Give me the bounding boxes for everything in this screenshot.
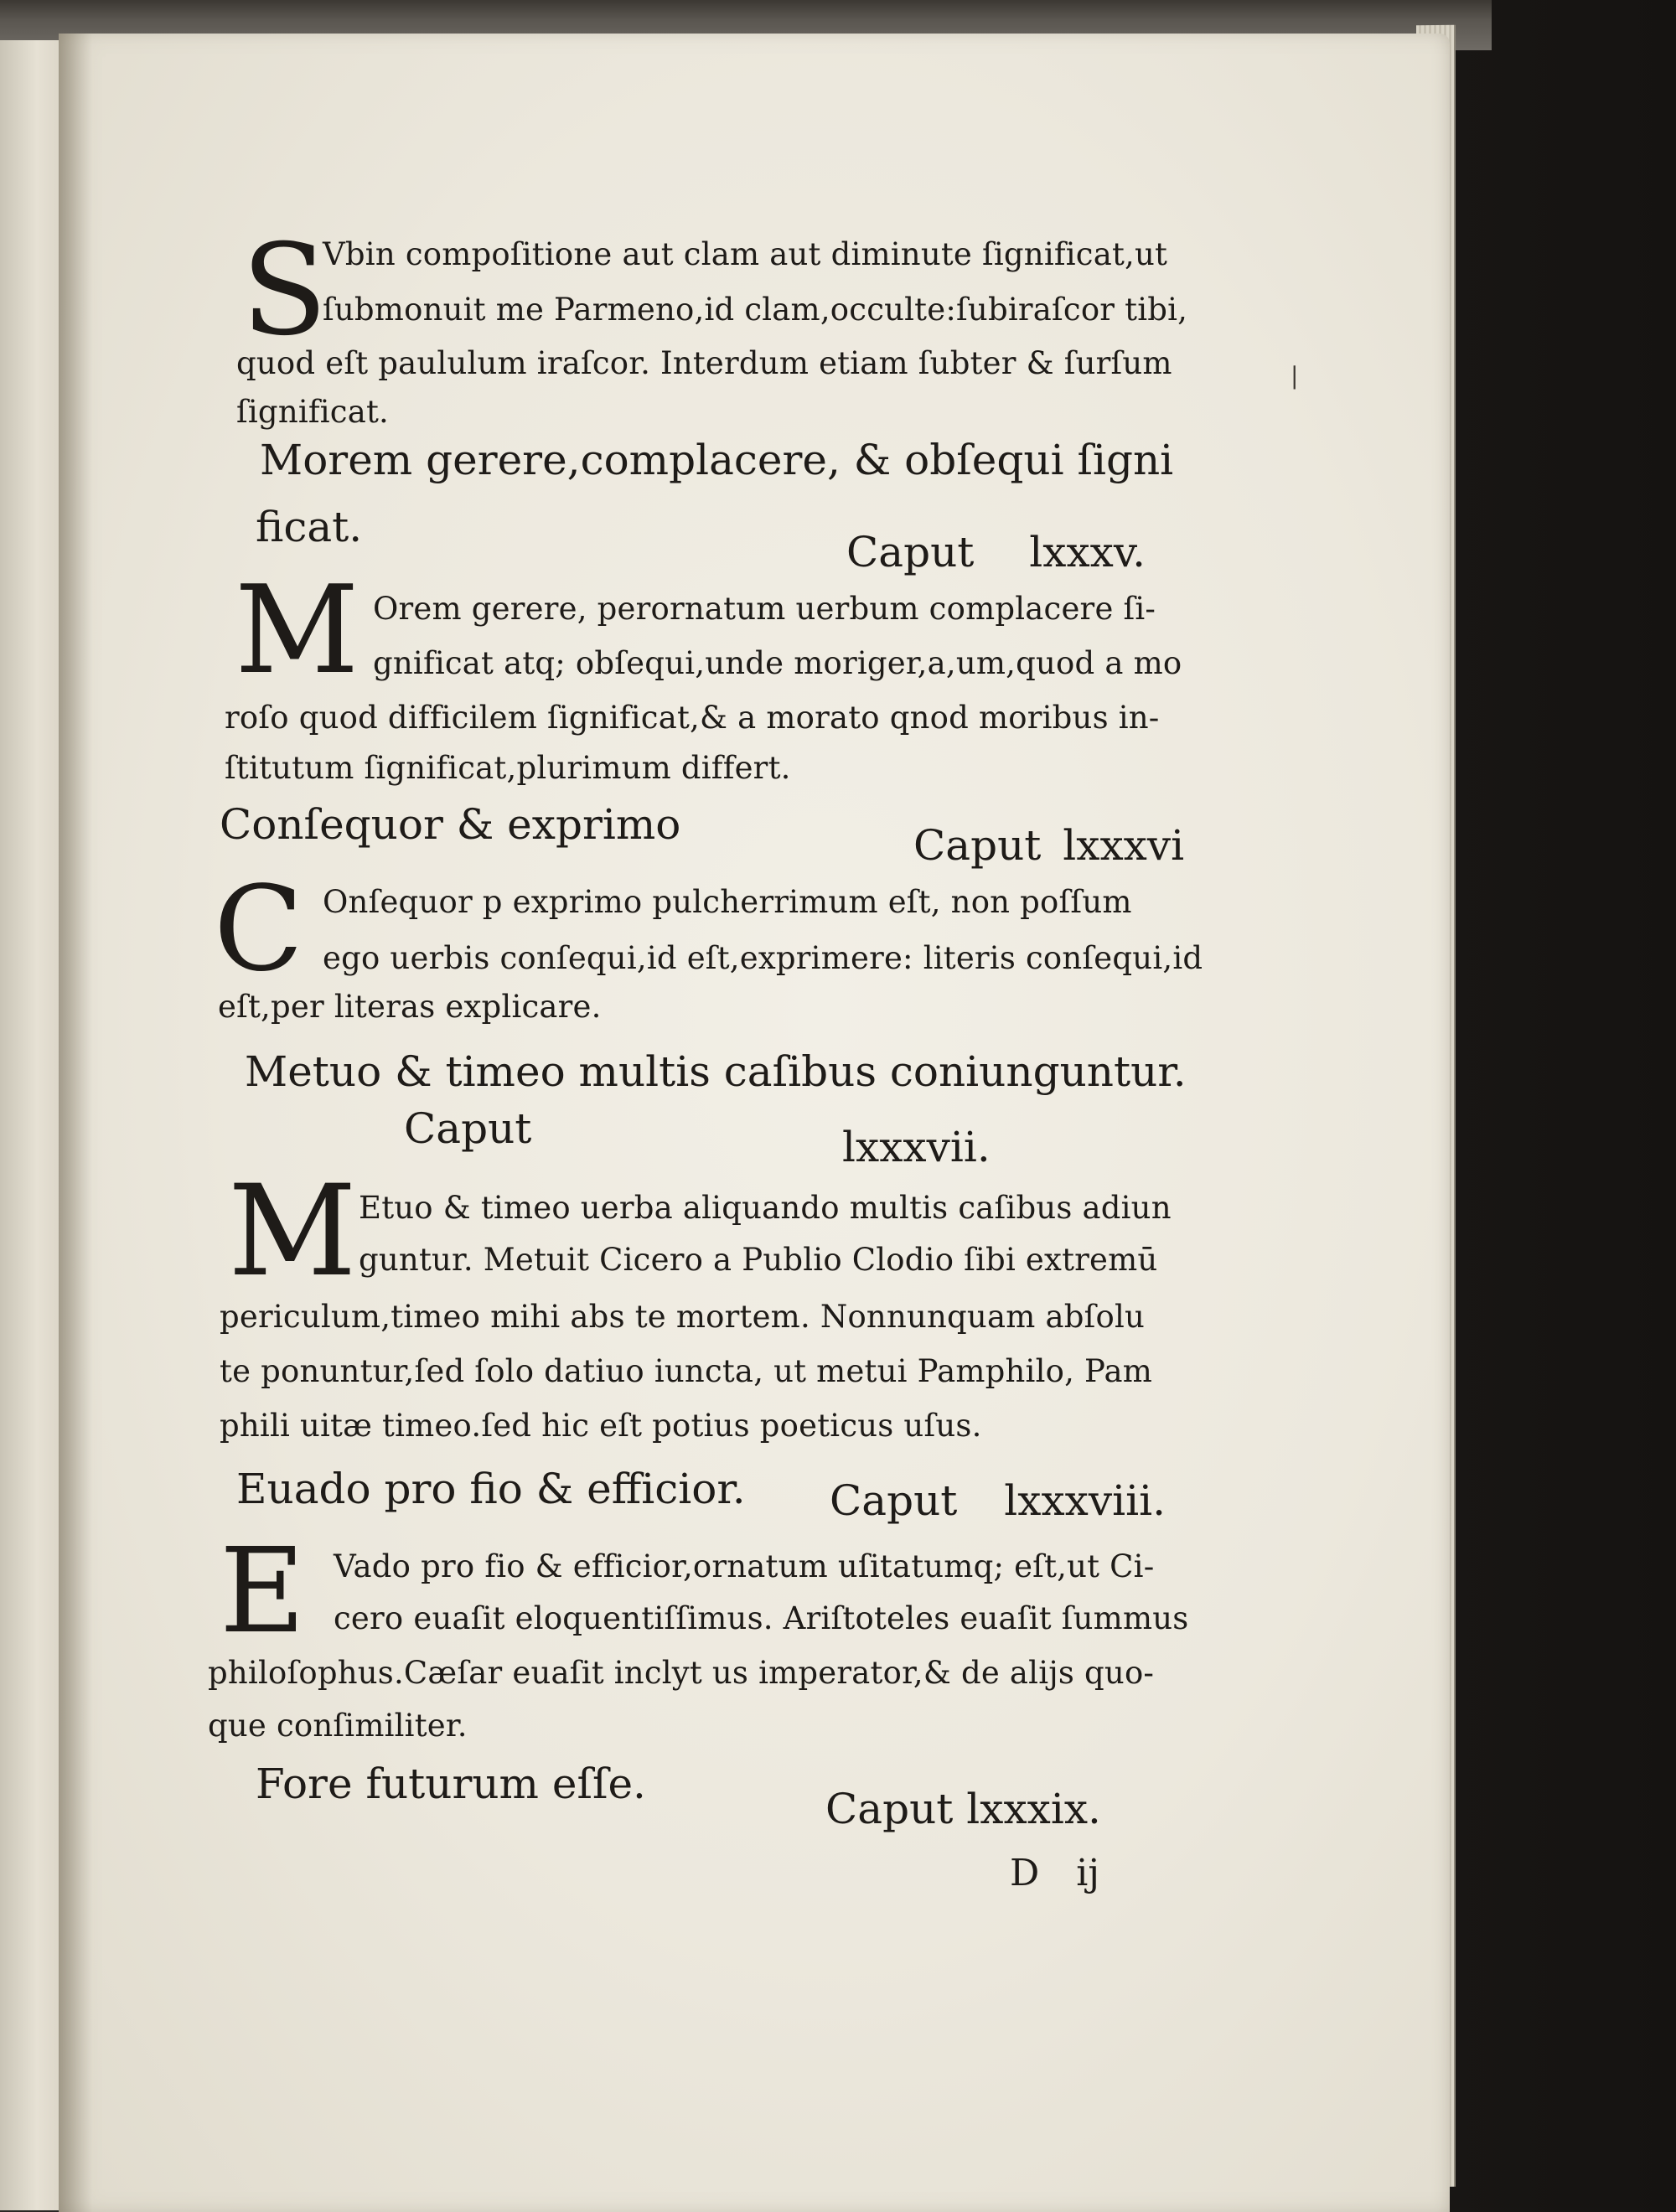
section-heading: Euado pro fio & efficior. bbox=[236, 1465, 746, 1513]
paragraph-line: Onſequor p exprimo pulcherrimum eſt, non poſſum bbox=[323, 884, 1132, 920]
section-heading: Metuo & timeo multis caſibus coniunguntur. bbox=[245, 1047, 1187, 1096]
chapter-number: Caput lxxxvi bbox=[913, 821, 1185, 870]
margin-mark: | bbox=[1291, 362, 1299, 390]
chapter-number-caput: Caput bbox=[404, 1104, 532, 1153]
chapter-number: Caput lxxxviii. bbox=[830, 1476, 1166, 1525]
paragraph-line: phili uitæ timeo.ſed hic eſt potius poeticus uſus. bbox=[220, 1408, 982, 1444]
drop-cap-c: C bbox=[214, 861, 304, 998]
paragraph-line: ſubmonuit me Parmeno,id clam,occulte:ſubiraſcor tibi, bbox=[323, 292, 1188, 328]
section-heading: ficat. bbox=[256, 503, 363, 551]
paragraph-line: Etuo & timeo uerba aliquando multis caſibus adiun bbox=[359, 1190, 1172, 1226]
drop-cap-m: M bbox=[228, 1159, 357, 1305]
section-heading: Fore futurum eſſe. bbox=[256, 1760, 646, 1808]
paragraph-line: ego uerbis conſequi,id eſt,exprimere: literis conſequi,id bbox=[323, 940, 1203, 976]
paragraph-line: periculum,timeo mihi abs te mortem. Nonnunquam abſolu bbox=[220, 1299, 1146, 1335]
paragraph-line: eſt,per literas explicare. bbox=[218, 989, 602, 1025]
drop-cap-m: M bbox=[235, 560, 360, 701]
paragraph-line: te ponuntur,ſed ſolo datiuo iuncta, ut metui Pamphilo, Pam bbox=[220, 1353, 1152, 1389]
paragraph-line: Vbin compoſitione aut clam aut diminute ſignificat,ut bbox=[323, 236, 1168, 272]
paragraph-line: ſignificat. bbox=[236, 394, 390, 430]
paragraph-line: ſtitutum ſignificat,plurimum differt. bbox=[225, 750, 791, 786]
section-heading: Conſequor & exprimo bbox=[220, 800, 681, 849]
paragraph-line: quod eſt paululum iraſcor. Interdum etiam ſubter & ſurſum bbox=[236, 345, 1172, 381]
page-gutter bbox=[59, 34, 92, 2212]
drop-cap-s: S bbox=[241, 218, 328, 364]
paragraph-line: philoſophus.Cæſar euaſit inclyt us imperator,& de alijs quo- bbox=[208, 1655, 1155, 1691]
paragraph-line: cero euaſit eloquentiſſimus. Ariſtoteles euaſit ſummus bbox=[334, 1600, 1189, 1636]
paragraph-line: que conſimiliter. bbox=[208, 1708, 468, 1744]
chapter-number-roman: lxxxvii. bbox=[842, 1123, 991, 1171]
section-heading: Morem gerere,complacere, & obſequi ſigni bbox=[260, 436, 1174, 484]
chapter-number: Caput lxxxv. bbox=[846, 528, 1146, 576]
paragraph-line: gnificat atq; obſequi,unde moriger,a,um,quod a mo bbox=[373, 645, 1182, 681]
chapter-number: Caput lxxxix. bbox=[825, 1785, 1101, 1833]
drop-cap-e: E bbox=[220, 1523, 306, 1660]
paragraph-line: Orem gerere, perornatum uerbum complacere ſi- bbox=[373, 591, 1156, 627]
paragraph-line: guntur. Metuit Cicero a Publio Clodio ſibi extremū bbox=[359, 1242, 1158, 1278]
paragraph-line: Vado pro fio & efficior,ornatum uſitatumq; eſt,ut Ci- bbox=[334, 1548, 1155, 1584]
signature-mark: D ij bbox=[1010, 1852, 1099, 1894]
paragraph-line: roſo quod difficilem ſignificat,& a morato qnod moribus in- bbox=[225, 700, 1160, 736]
